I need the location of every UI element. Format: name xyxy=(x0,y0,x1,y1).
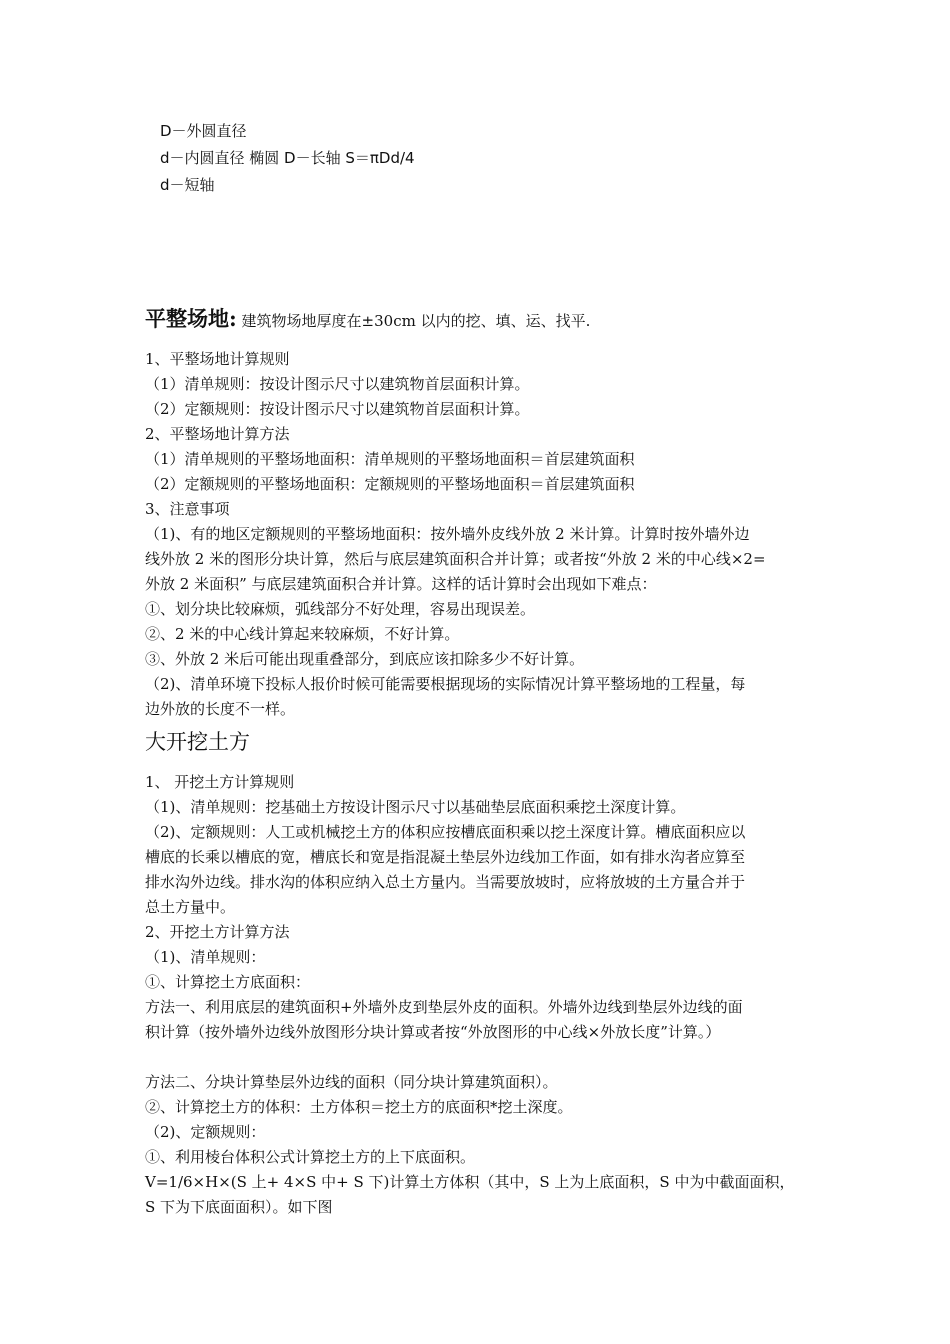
body-line: 3、注意事项 xyxy=(145,500,230,518)
body-line: 槽底的长乘以槽底的宽，槽底长和宽是指混凝土垫层外边线加工作面，如有排水沟者应算至 xyxy=(145,848,746,866)
body-line: ①、计算挖土方底面积： xyxy=(145,973,311,991)
body-line: （2）定额规则：按设计图示尺寸以建筑物首层面积计算。 xyxy=(145,400,530,418)
body-line: 方法一、利用底层的建筑面积+外墙外皮到垫层外皮的面积。外墙外边线到垫层外边线的面 xyxy=(145,998,743,1016)
definition-line: d－内圆直径 椭圆 D－长轴 S＝πDd/4 xyxy=(160,149,415,167)
body-line: S 下为下底面面积）。如下图 xyxy=(145,1198,333,1216)
definition-line: d－短轴 xyxy=(160,176,215,194)
body-line: （2)、定额规则： xyxy=(145,1123,266,1141)
section-title: 大开挖土方 xyxy=(145,730,250,754)
body-line: 积计算（按外墙外边线外放图形分块计算或者按“外放图形的中心线×外放长度”计算。） xyxy=(145,1023,721,1041)
body-line: ②、计算挖土方的体积：土方体积＝挖土方的底面积*挖土深度。 xyxy=(145,1098,573,1116)
section-title-description: 建筑物场地厚度在±30cm 以内的挖、填、运、找平. xyxy=(241,312,591,330)
body-line: （2)、定额规则：人工或机械挖土方的体积应按槽底面积乘以挖土深度计算。槽底面积应以 xyxy=(145,823,746,841)
body-line: （2）定额规则的平整场地面积：定额规则的平整场地面积＝首层建筑面积 xyxy=(145,475,635,493)
section-heading xyxy=(145,306,590,332)
body-line: 2、开挖土方计算方法 xyxy=(145,923,290,941)
body-line: 1、平整场地计算规则 xyxy=(145,350,290,368)
definition-line: D－外圆直径 xyxy=(160,122,247,140)
body-line: （1）清单规则：按设计图示尺寸以建筑物首层面积计算。 xyxy=(145,375,530,393)
body-line: （2)、清单环境下投标人报价时候可能需要根据现场的实际情况计算平整场地的工程量，每 xyxy=(145,675,746,693)
body-line: 边外放的长度不一样。 xyxy=(145,700,296,718)
body-line: （1)、清单规则： xyxy=(145,948,266,966)
body-line: V=1/6×H×(S 上+ 4×S 中+ S 下)计算土方体积（其中，S 上为上底面积，S 中为中截面面积， xyxy=(145,1173,795,1191)
body-line: 总土方量中。 xyxy=(145,898,236,916)
body-line: 2、平整场地计算方法 xyxy=(145,425,290,443)
body-line: 线外放 2 米的图形分块计算，然后与底层建筑面积合并计算；或者按“外放 2 米的中心线×2= xyxy=(145,550,766,568)
section-title: 平整场地: xyxy=(145,306,237,331)
body-line: （1)、清单规则：挖基础土方按设计图示尺寸以基础垫层底面积乘挖土深度计算。 xyxy=(145,798,686,816)
body-line: 排水沟外边线。排水沟的体积应纳入总土方量内。当需要放坡时，应将放坡的土方量合并于 xyxy=(145,873,746,891)
body-line: ①、划分块比较麻烦，弧线部分不好处理，容易出现误差。 xyxy=(145,600,536,618)
body-line: （1)、有的地区定额规则的平整场地面积：按外墙外皮线外放 2 米计算。计算时按外墙外边 xyxy=(145,525,750,543)
body-line: 外放 2 米面积” 与底层建筑面积合并计算。这样的话计算时会出现如下难点： xyxy=(145,575,657,593)
body-line: 1、 开挖土方计算规则 xyxy=(145,773,295,791)
body-line: ①、利用棱台体积公式计算挖土方的上下底面积。 xyxy=(145,1148,476,1166)
body-line: 方法二、分块计算垫层外边线的面积（同分块计算建筑面积）。 xyxy=(145,1073,558,1091)
body-line: （1）清单规则的平整场地面积：清单规则的平整场地面积＝首层建筑面积 xyxy=(145,450,635,468)
body-line: ②、2 米的中心线计算起来较麻烦，不好计算。 xyxy=(145,625,460,643)
body-line: ③、外放 2 米后可能出现重叠部分，到底应该扣除多少不好计算。 xyxy=(145,650,585,668)
